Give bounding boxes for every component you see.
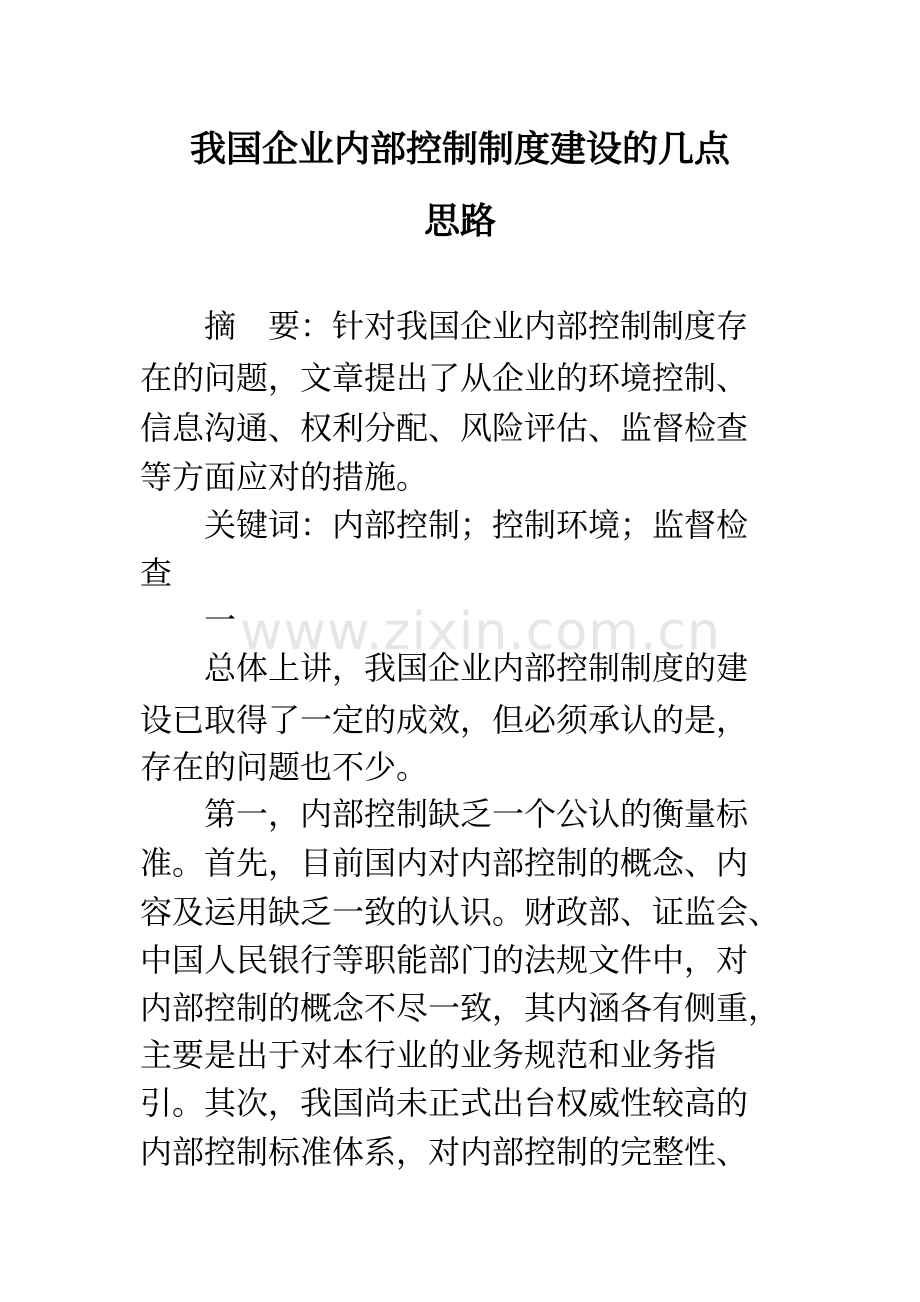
body-line: 第一，内部控制缺乏一个公认的衡量标 <box>140 795 749 833</box>
body-line: 总体上讲，我国企业内部控制制度的建 <box>140 649 749 687</box>
keywords-line: 查 <box>140 554 173 592</box>
body-line: 中国人民银行等职能部门的法规文件中，对 <box>140 941 749 979</box>
watermark: www.zixin.com.cn <box>240 602 721 662</box>
abstract-line: 信息沟通、权利分配、风险评估、监督检查 <box>140 409 749 447</box>
body-line: 内部控制的概念不尽一致，其内涵各有侧重， <box>140 989 781 1027</box>
keywords-line: 关键词：内部控制；控制环境；监督检 <box>140 506 749 544</box>
document-title-line-1: 我国企业内部控制制度建设的几点 <box>189 129 730 170</box>
section-heading: 一 <box>140 601 237 639</box>
abstract-line: 摘 要：针对我国企业内部控制制度存 <box>140 307 749 345</box>
body-line: 准。首先，目前国内对内部控制的概念、内 <box>140 844 749 882</box>
body-line: 设已取得了一定的成效，但必须承认的是， <box>140 701 749 739</box>
body-line: 主要是出于对本行业的业务规范和业务指 <box>140 1036 717 1074</box>
document-title-line-2: 思路 <box>423 201 496 242</box>
body-line: 存在的问题也不少。 <box>140 748 429 786</box>
abstract-line: 等方面应对的措施。 <box>140 458 429 496</box>
abstract-line: 在的问题，文章提出了从企业的环境控制、 <box>140 359 749 397</box>
body-line: 引。其次，我国尚未正式出台权威性较高的 <box>140 1084 749 1122</box>
body-line: 内部控制标准体系，对内部控制的完整性、 <box>140 1133 749 1171</box>
body-line: 容及运用缺乏一致的认识。财政部、证监会、 <box>140 893 781 931</box>
